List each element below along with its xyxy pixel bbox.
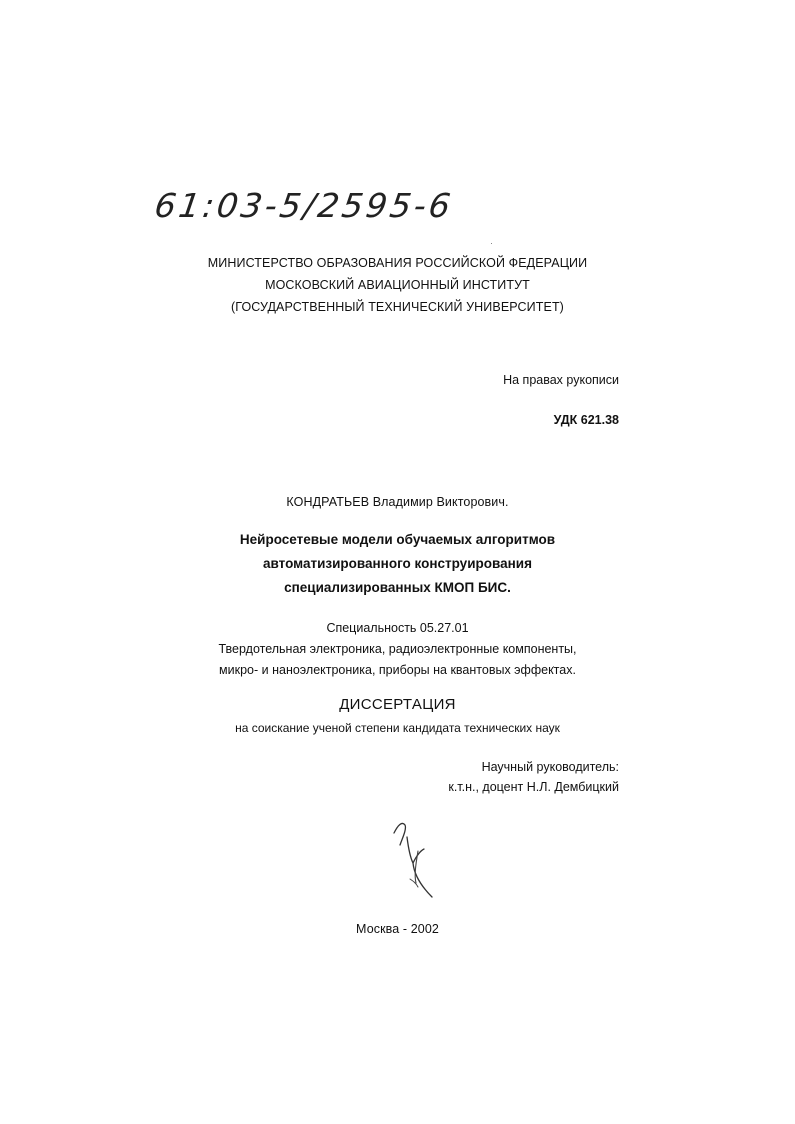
supervisor-name: к.т.н., доцент Н.Л. Дембицкий [448,780,619,794]
ministry-line: МИНИСТЕРСТВО ОБРАЗОВАНИЯ РОССИЙСКОЙ ФЕДЕРАЦИИ [207,256,588,270]
city-year: Москва - 2002 [356,922,439,936]
dissertation-heading: ДИССЕРТАЦИЯ [339,696,456,713]
title-line-2: автоматизированного конструирования [263,556,532,571]
specialty-code: Специальность 05.27.01 [326,621,469,635]
supervisor-label: Научный руководитель: [481,760,619,774]
dissertation-subtitle-block [0,721,795,735]
footer-block [0,918,795,940]
specialty-description-2: микро- и наноэлектроника, приборы на квантовых эффектах. [219,663,576,677]
udk-code: УДК 621.38 [553,413,619,427]
handwritten-catalog-code: 61:03-5/2595-6 [152,186,456,225]
title-line-3: специализированных КМОП БИС. [284,580,511,595]
specialty-block [0,618,795,681]
title-line-1: Нейросетевые модели обучаемых алгоритмов [239,532,556,547]
institution-header [0,252,795,318]
dissertation-heading-block [0,696,795,713]
dissertation-title [0,528,795,600]
dissertation-subtitle: на соискание ученой степени кандидата технических наук [235,721,560,735]
rights-note: На правах рукописи [503,373,619,387]
author-name: КОНДРАТЬЕВ Владимир Викторович. [286,495,509,509]
signature-image [380,815,450,905]
institute-line: МОСКОВСКИЙ АВИАЦИОННЫЙ ИНСТИТУТ [265,278,530,292]
university-line: (ГОСУДАРСТВЕННЫЙ ТЕХНИЧЕСКИЙ УНИВЕРСИТЕТ) [231,300,564,314]
scan-speck [491,243,492,244]
specialty-description-1: Твердотельная электроника, радиоэлектронные компоненты, [218,642,577,656]
author-block [0,491,795,513]
